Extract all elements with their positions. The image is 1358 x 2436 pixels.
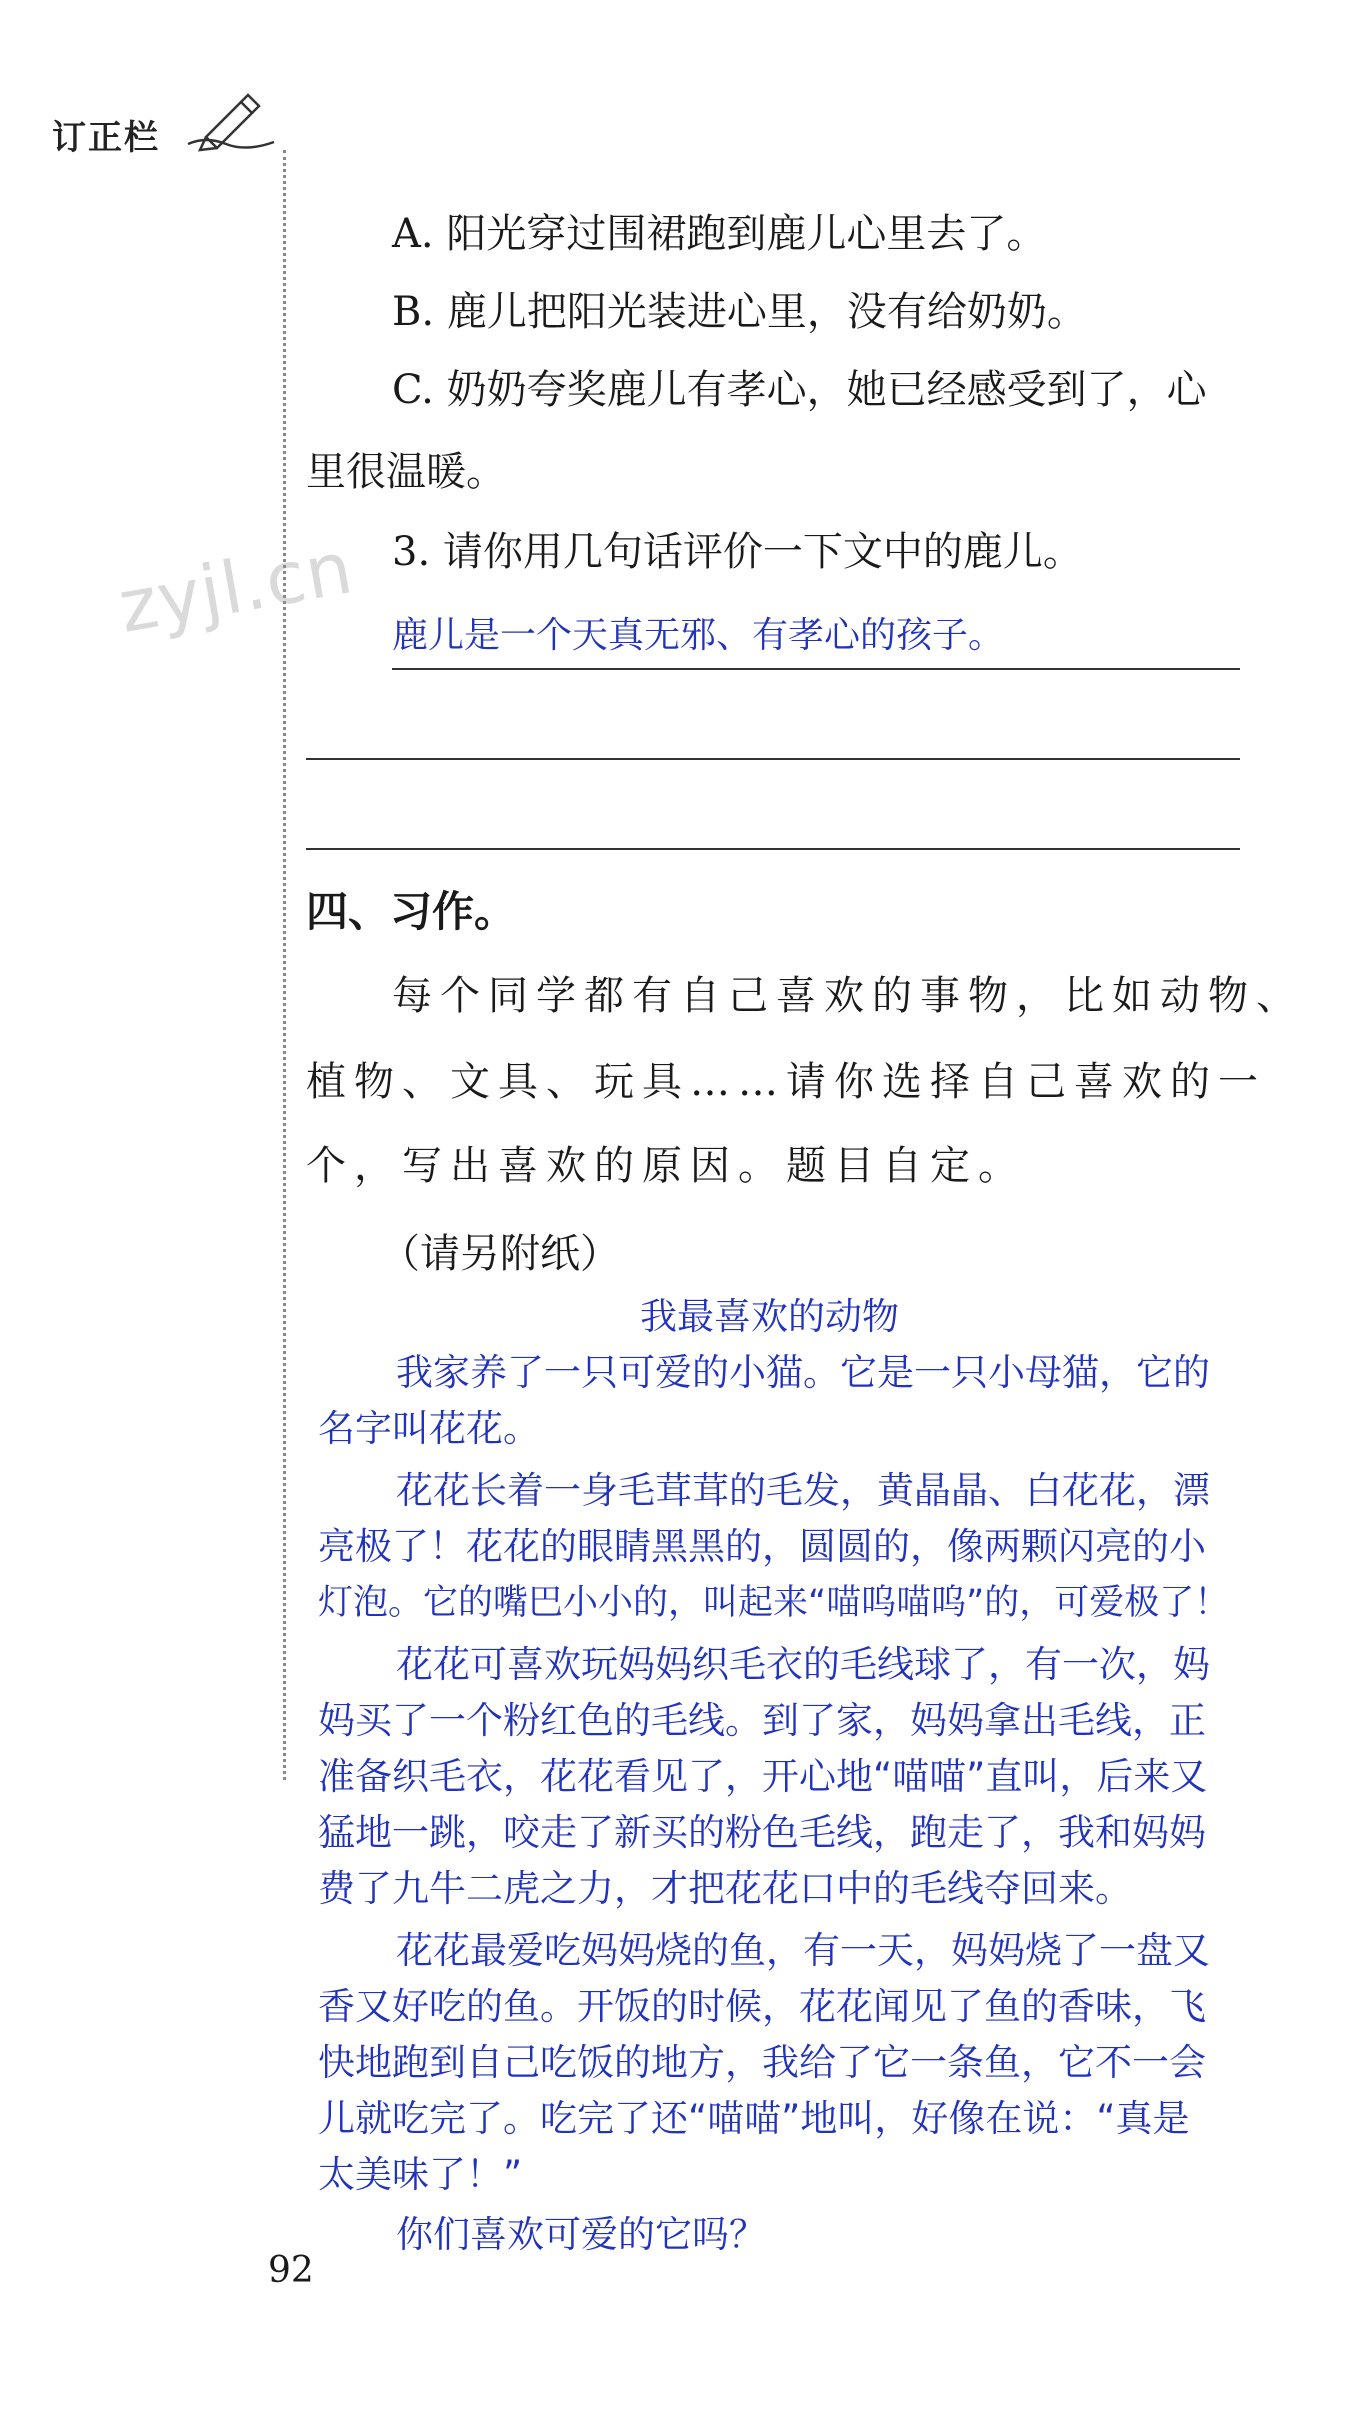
watermark: zyjl.cn bbox=[112, 525, 360, 649]
correction-column-title: 订正栏 bbox=[52, 118, 160, 158]
section-4-prompt-line-2: 植物、文具、玩具……请你选择自己喜欢的一 bbox=[306, 1059, 1266, 1105]
section-4-note: （请另附纸） bbox=[380, 1231, 620, 1277]
essay-line: 太美味了！” bbox=[318, 2153, 523, 2196]
essay-line: 快地跑到自己吃饭的地方，我给了它一条鱼，它不一会 bbox=[318, 2041, 1206, 2084]
pencil-icon bbox=[186, 92, 276, 152]
essay-line: 妈买了一个粉红色的毛线。到了家，妈妈拿出毛线，正 bbox=[318, 1699, 1206, 1742]
option-c: C. 奶奶夸奖鹿儿有孝心，她已经感受到了，心 bbox=[392, 367, 1207, 413]
answer-line-2 bbox=[306, 758, 1240, 760]
section-4-prompt-line-3: 个，写出喜欢的原因。题目自定。 bbox=[306, 1143, 1026, 1189]
essay-line: 花花可喜欢玩妈妈织毛衣的毛线球了，有一次，妈 bbox=[396, 1643, 1210, 1686]
essay-line: 儿就吃完了。吃完了还“喵喵”地叫，好像在说：“真是 bbox=[318, 2097, 1190, 2140]
essay-line: 香又好吃的鱼。开饭的时候，花花闻见了鱼的香味，飞 bbox=[318, 1985, 1206, 2028]
page-number: 92 bbox=[268, 2250, 314, 2291]
section-4-title: 四、习作。 bbox=[306, 887, 517, 936]
essay-line: 花花最爱吃妈妈烧的鱼，有一天，妈妈烧了一盘又 bbox=[396, 1929, 1210, 1972]
question-3-answer: 鹿儿是一个天真无邪、有孝心的孩子。 bbox=[392, 615, 1005, 656]
option-b: B. 鹿儿把阳光装进心里，没有给奶奶。 bbox=[392, 289, 1087, 335]
essay-line: 准备织毛衣，花花看见了，开心地“喵喵”直叫，后来又 bbox=[318, 1755, 1208, 1798]
essay-line: 名字叫花花。 bbox=[318, 1407, 540, 1450]
essay-title: 我最喜欢的动物 bbox=[640, 1295, 899, 1338]
correction-column-divider bbox=[283, 150, 286, 1780]
essay-line: 灯泡。它的嘴巴小小的，叫起来“喵呜喵呜”的，可爱极了！ bbox=[318, 1583, 1230, 1623]
option-a: A. 阳光穿过围裙跑到鹿儿心里去了。 bbox=[392, 211, 1047, 257]
essay-line: 费了九牛二虎之力，才把花花口中的毛线夺回来。 bbox=[318, 1867, 1132, 1910]
essay-line: 你们喜欢可爱的它吗？ bbox=[396, 2213, 766, 2256]
essay-line: 亮极了！花花的眼睛黑黑的，圆圆的，像两颗闪亮的小 bbox=[318, 1525, 1206, 1568]
essay-line: 我家养了一只可爱的小猫。它是一只小母猫，它的 bbox=[396, 1351, 1210, 1394]
answer-line-3 bbox=[306, 848, 1240, 850]
essay-line: 花花长着一身毛茸茸的毛发，黄晶晶、白花花，漂 bbox=[396, 1469, 1210, 1512]
question-3-prompt: 3. 请你用几句话评价一下文中的鹿儿。 bbox=[392, 529, 1083, 575]
answer-line-1 bbox=[392, 668, 1240, 670]
section-4-prompt-line-1: 每个同学都有自己喜欢的事物，比如动物、 bbox=[392, 973, 1304, 1019]
essay-line: 猛地一跳，咬走了新买的粉色毛线，跑走了，我和妈妈 bbox=[318, 1811, 1206, 1854]
option-c-continued: 里很温暖。 bbox=[306, 449, 506, 495]
